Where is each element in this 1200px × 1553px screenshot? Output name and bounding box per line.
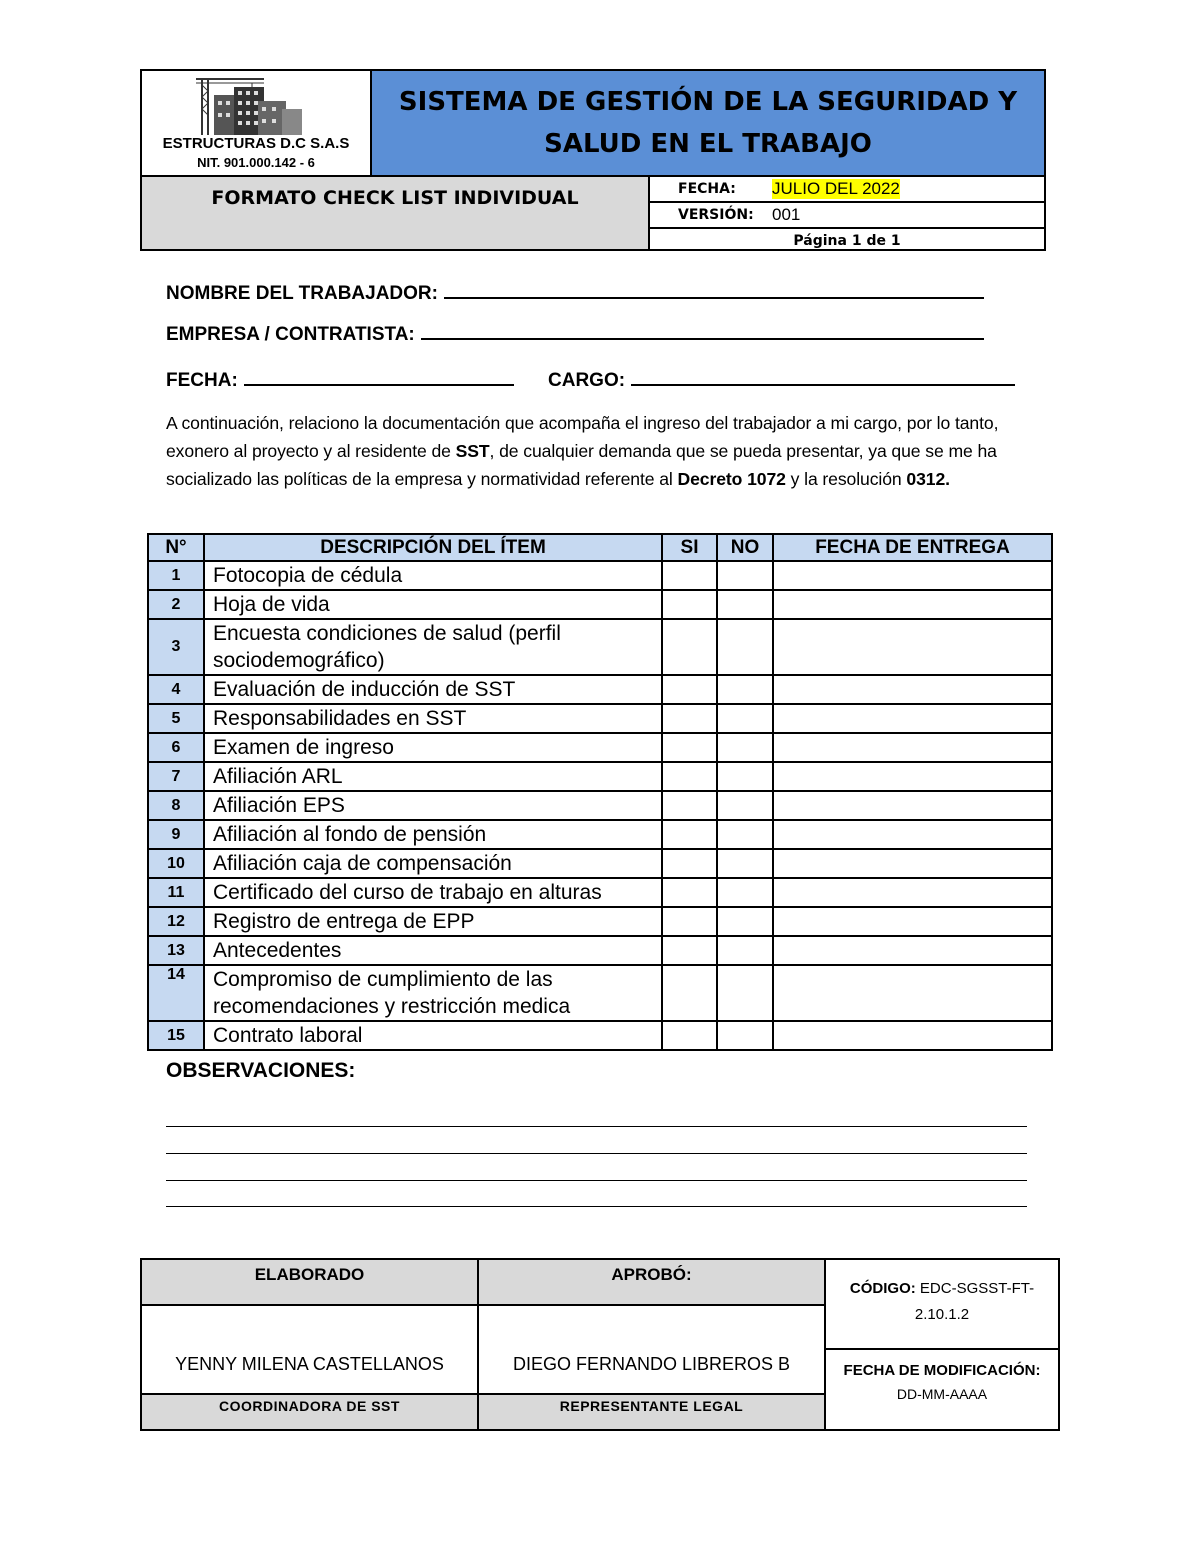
row-description: Contrato laboral — [204, 1021, 662, 1050]
aprobo-role: REPRESENTANTE LEGAL — [559, 1398, 744, 1414]
row-description: Antecedentes — [204, 936, 662, 965]
company-label: EMPRESA / CONTRATISTA: — [166, 324, 415, 345]
position-field — [548, 368, 1015, 392]
row-description: Certificado del curso de trabajo en alturas — [204, 878, 662, 907]
row-number: 15 — [148, 1021, 204, 1050]
intro-bold-resolucion: 0312. — [906, 469, 950, 489]
fecha-value: JULIO DEL 2022 — [772, 179, 900, 198]
row-description: Hoja de vida — [204, 590, 662, 619]
row-si-cell[interactable] — [662, 704, 717, 733]
row-description: Compromiso de cumplimiento de las recomendaciones y restricción medica — [204, 965, 662, 1021]
observation-line-3[interactable] — [166, 1180, 1027, 1181]
row-si-cell[interactable] — [662, 1021, 717, 1050]
building-crane-logo-icon — [194, 75, 304, 137]
meta-row-version — [650, 203, 1044, 229]
table-row — [148, 965, 1052, 1021]
worker-name-field — [166, 281, 984, 305]
meta-row-fecha — [650, 177, 1044, 203]
logo-nit: NIT. 901.000.142 - 6 — [197, 155, 315, 170]
intro-text-2: , de cualquier demanda que se pueda presentar, ya que se me ha socializado las políticas de la empresa y normatividad referente al — [166, 441, 997, 489]
format-title: FORMATO CHECK LIST INDIVIDUAL — [211, 187, 579, 209]
modification-label: FECHA DE MODIFICACIÓN: — [843, 1362, 1041, 1379]
logo-cell — [142, 71, 372, 175]
col-header-num: N° — [148, 534, 204, 561]
row-date-cell[interactable] — [773, 878, 1052, 907]
intro-text-1: A continuación, relaciono la documentación que acompaña el ingreso del trabajador a mi cargo, por lo tanto, exonero al proyecto y al residente de — [166, 413, 999, 461]
row-no-cell[interactable] — [717, 762, 773, 791]
row-number: 6 — [148, 733, 204, 762]
row-description: Evaluación de inducción de SST — [204, 675, 662, 704]
aprobo-name: DIEGO FERNANDO LIBREROS B — [512, 1354, 791, 1374]
row-description: Responsabilidades en SST — [204, 704, 662, 733]
header-bottom-row — [142, 175, 1044, 249]
company-field — [166, 322, 984, 346]
table-row — [148, 878, 1052, 907]
row-number: 7 — [148, 762, 204, 791]
aprobo-label: APROBÓ: — [611, 1265, 692, 1284]
row-date-cell[interactable] — [773, 820, 1052, 849]
row-date-cell[interactable] — [773, 733, 1052, 762]
row-date-cell[interactable] — [773, 907, 1052, 936]
row-date-cell[interactable] — [773, 675, 1052, 704]
row-si-cell[interactable] — [662, 791, 717, 820]
row-description: Afiliación EPS — [204, 791, 662, 820]
fecha-label: FECHA: — [678, 181, 736, 197]
row-no-cell[interactable] — [717, 675, 773, 704]
row-date-cell[interactable] — [773, 561, 1052, 590]
position-line[interactable] — [631, 368, 1015, 386]
row-number: 1 — [148, 561, 204, 590]
elaborado-header-cell — [142, 1260, 479, 1304]
table-row — [148, 762, 1052, 791]
row-number: 3 — [148, 619, 204, 675]
row-description: Encuesta condiciones de salud (perfil sociodemográfico) — [204, 619, 662, 675]
system-title: SISTEMA DE GESTIÓN DE LA SEGURIDAD Y SALUD EN EL TRABAJO — [398, 87, 1018, 159]
table-row — [148, 820, 1052, 849]
row-no-cell[interactable] — [717, 704, 773, 733]
col-header-no: NO — [717, 534, 773, 561]
checklist-table — [147, 533, 1053, 1051]
elaborado-label: ELABORADO — [254, 1265, 365, 1284]
row-description: Fotocopia de cédula — [204, 561, 662, 590]
row-description: Afiliación caja de compensación — [204, 849, 662, 878]
table-row — [148, 561, 1052, 590]
row-date-cell[interactable] — [773, 1021, 1052, 1050]
row-no-cell[interactable] — [717, 1021, 773, 1050]
row-si-cell[interactable] — [662, 675, 717, 704]
elaborado-name: YENNY MILENA CASTELLANOS — [175, 1354, 444, 1374]
table-row — [148, 704, 1052, 733]
document-header — [140, 69, 1046, 251]
row-no-cell[interactable] — [717, 791, 773, 820]
format-title-cell — [142, 177, 650, 249]
page-number: Página 1 de 1 — [793, 233, 901, 249]
col-header-desc: DESCRIPCIÓN DEL ÍTEM — [204, 534, 662, 561]
row-number: 2 — [148, 590, 204, 619]
row-no-cell[interactable] — [717, 965, 773, 1021]
signature-table — [140, 1258, 1060, 1431]
company-line[interactable] — [421, 322, 984, 340]
row-number: 5 — [148, 704, 204, 733]
row-no-cell[interactable] — [717, 907, 773, 936]
row-number: 11 — [148, 878, 204, 907]
date-field — [166, 368, 514, 392]
row-no-cell[interactable] — [717, 619, 773, 675]
worker-name-line[interactable] — [444, 281, 984, 299]
row-si-cell[interactable] — [662, 820, 717, 849]
row-no-cell[interactable] — [717, 936, 773, 965]
modification-date-cell — [826, 1348, 1058, 1429]
row-si-cell[interactable] — [662, 561, 717, 590]
observations-title: OBSERVACIONES: — [166, 1059, 356, 1082]
aprobo-name-cell[interactable] — [479, 1304, 826, 1393]
table-row — [148, 1021, 1052, 1050]
row-date-cell[interactable] — [773, 704, 1052, 733]
observation-line-4[interactable] — [166, 1206, 1027, 1207]
codigo-label: CÓDIGO: — [849, 1280, 916, 1297]
modification-value: DD-MM-AAAA — [896, 1386, 988, 1402]
row-date-cell[interactable] — [773, 791, 1052, 820]
row-number: 9 — [148, 820, 204, 849]
table-row — [148, 849, 1052, 878]
position-label: CARGO: — [548, 370, 626, 391]
row-number: 10 — [148, 849, 204, 878]
table-header-row — [148, 534, 1052, 561]
document-meta — [650, 177, 1044, 249]
table-row — [148, 907, 1052, 936]
row-date-cell[interactable] — [773, 936, 1052, 965]
row-si-cell[interactable] — [662, 733, 717, 762]
observation-line-2[interactable] — [166, 1153, 1027, 1154]
col-header-date: FECHA DE ENTREGA — [773, 534, 1052, 561]
row-si-cell[interactable] — [662, 965, 717, 1021]
row-si-cell[interactable] — [662, 907, 717, 936]
row-no-cell[interactable] — [717, 849, 773, 878]
row-no-cell[interactable] — [717, 590, 773, 619]
row-number: 13 — [148, 936, 204, 965]
observation-line-1[interactable] — [166, 1126, 1027, 1127]
version-label: VERSIÓN: — [678, 207, 754, 223]
row-si-cell[interactable] — [662, 878, 717, 907]
row-date-cell[interactable] — [773, 849, 1052, 878]
row-date-cell[interactable] — [773, 590, 1052, 619]
table-row — [148, 936, 1052, 965]
row-no-cell[interactable] — [717, 820, 773, 849]
date-line[interactable] — [244, 368, 514, 386]
intro-text-3: y la resolución — [785, 469, 907, 489]
system-title-cell — [372, 71, 1044, 175]
row-no-cell[interactable] — [717, 561, 773, 590]
aprobo-role-cell — [479, 1393, 826, 1429]
row-description: Afiliación ARL — [204, 762, 662, 791]
elaborado-role: COORDINADORA DE SST — [219, 1398, 400, 1414]
logo-company-name: ESTRUCTURAS D.C S.A.S — [162, 135, 350, 152]
row-description: Afiliación al fondo de pensión — [204, 820, 662, 849]
version-value: 001 — [772, 205, 801, 224]
codigo-block — [840, 1276, 1044, 1328]
row-si-cell[interactable] — [662, 619, 717, 675]
date-label: FECHA: — [166, 370, 238, 391]
row-number: 14 — [148, 965, 204, 1021]
row-si-cell[interactable] — [662, 936, 717, 965]
table-row — [148, 733, 1052, 762]
intro-bold-decreto: Decreto 1072 — [677, 469, 786, 489]
codigo-cell — [826, 1260, 1058, 1348]
row-date-cell[interactable] — [773, 965, 1052, 1021]
table-row — [148, 675, 1052, 704]
intro-bold-sst: SST — [455, 441, 490, 461]
col-header-si: SI — [662, 534, 717, 561]
codigo-value: EDC-SGSST-FT-2.10.1.2 — [914, 1280, 1035, 1323]
row-si-cell[interactable] — [662, 590, 717, 619]
table-row — [148, 590, 1052, 619]
row-number: 12 — [148, 907, 204, 936]
table-row — [148, 791, 1052, 820]
row-no-cell[interactable] — [717, 878, 773, 907]
row-no-cell[interactable] — [717, 733, 773, 762]
worker-name-label: NOMBRE DEL TRABAJADOR: — [166, 283, 438, 304]
row-description: Registro de entrega de EPP — [204, 907, 662, 936]
elaborado-role-cell — [142, 1393, 479, 1429]
row-si-cell[interactable] — [662, 849, 717, 878]
row-number: 8 — [148, 791, 204, 820]
elaborado-name-cell[interactable] — [142, 1304, 479, 1393]
row-date-cell[interactable] — [773, 619, 1052, 675]
intro-paragraph — [166, 409, 1046, 493]
row-date-cell[interactable] — [773, 762, 1052, 791]
row-si-cell[interactable] — [662, 762, 717, 791]
aprobo-header-cell — [479, 1260, 826, 1304]
row-number: 4 — [148, 675, 204, 704]
row-description: Examen de ingreso — [204, 733, 662, 762]
table-row — [148, 619, 1052, 675]
